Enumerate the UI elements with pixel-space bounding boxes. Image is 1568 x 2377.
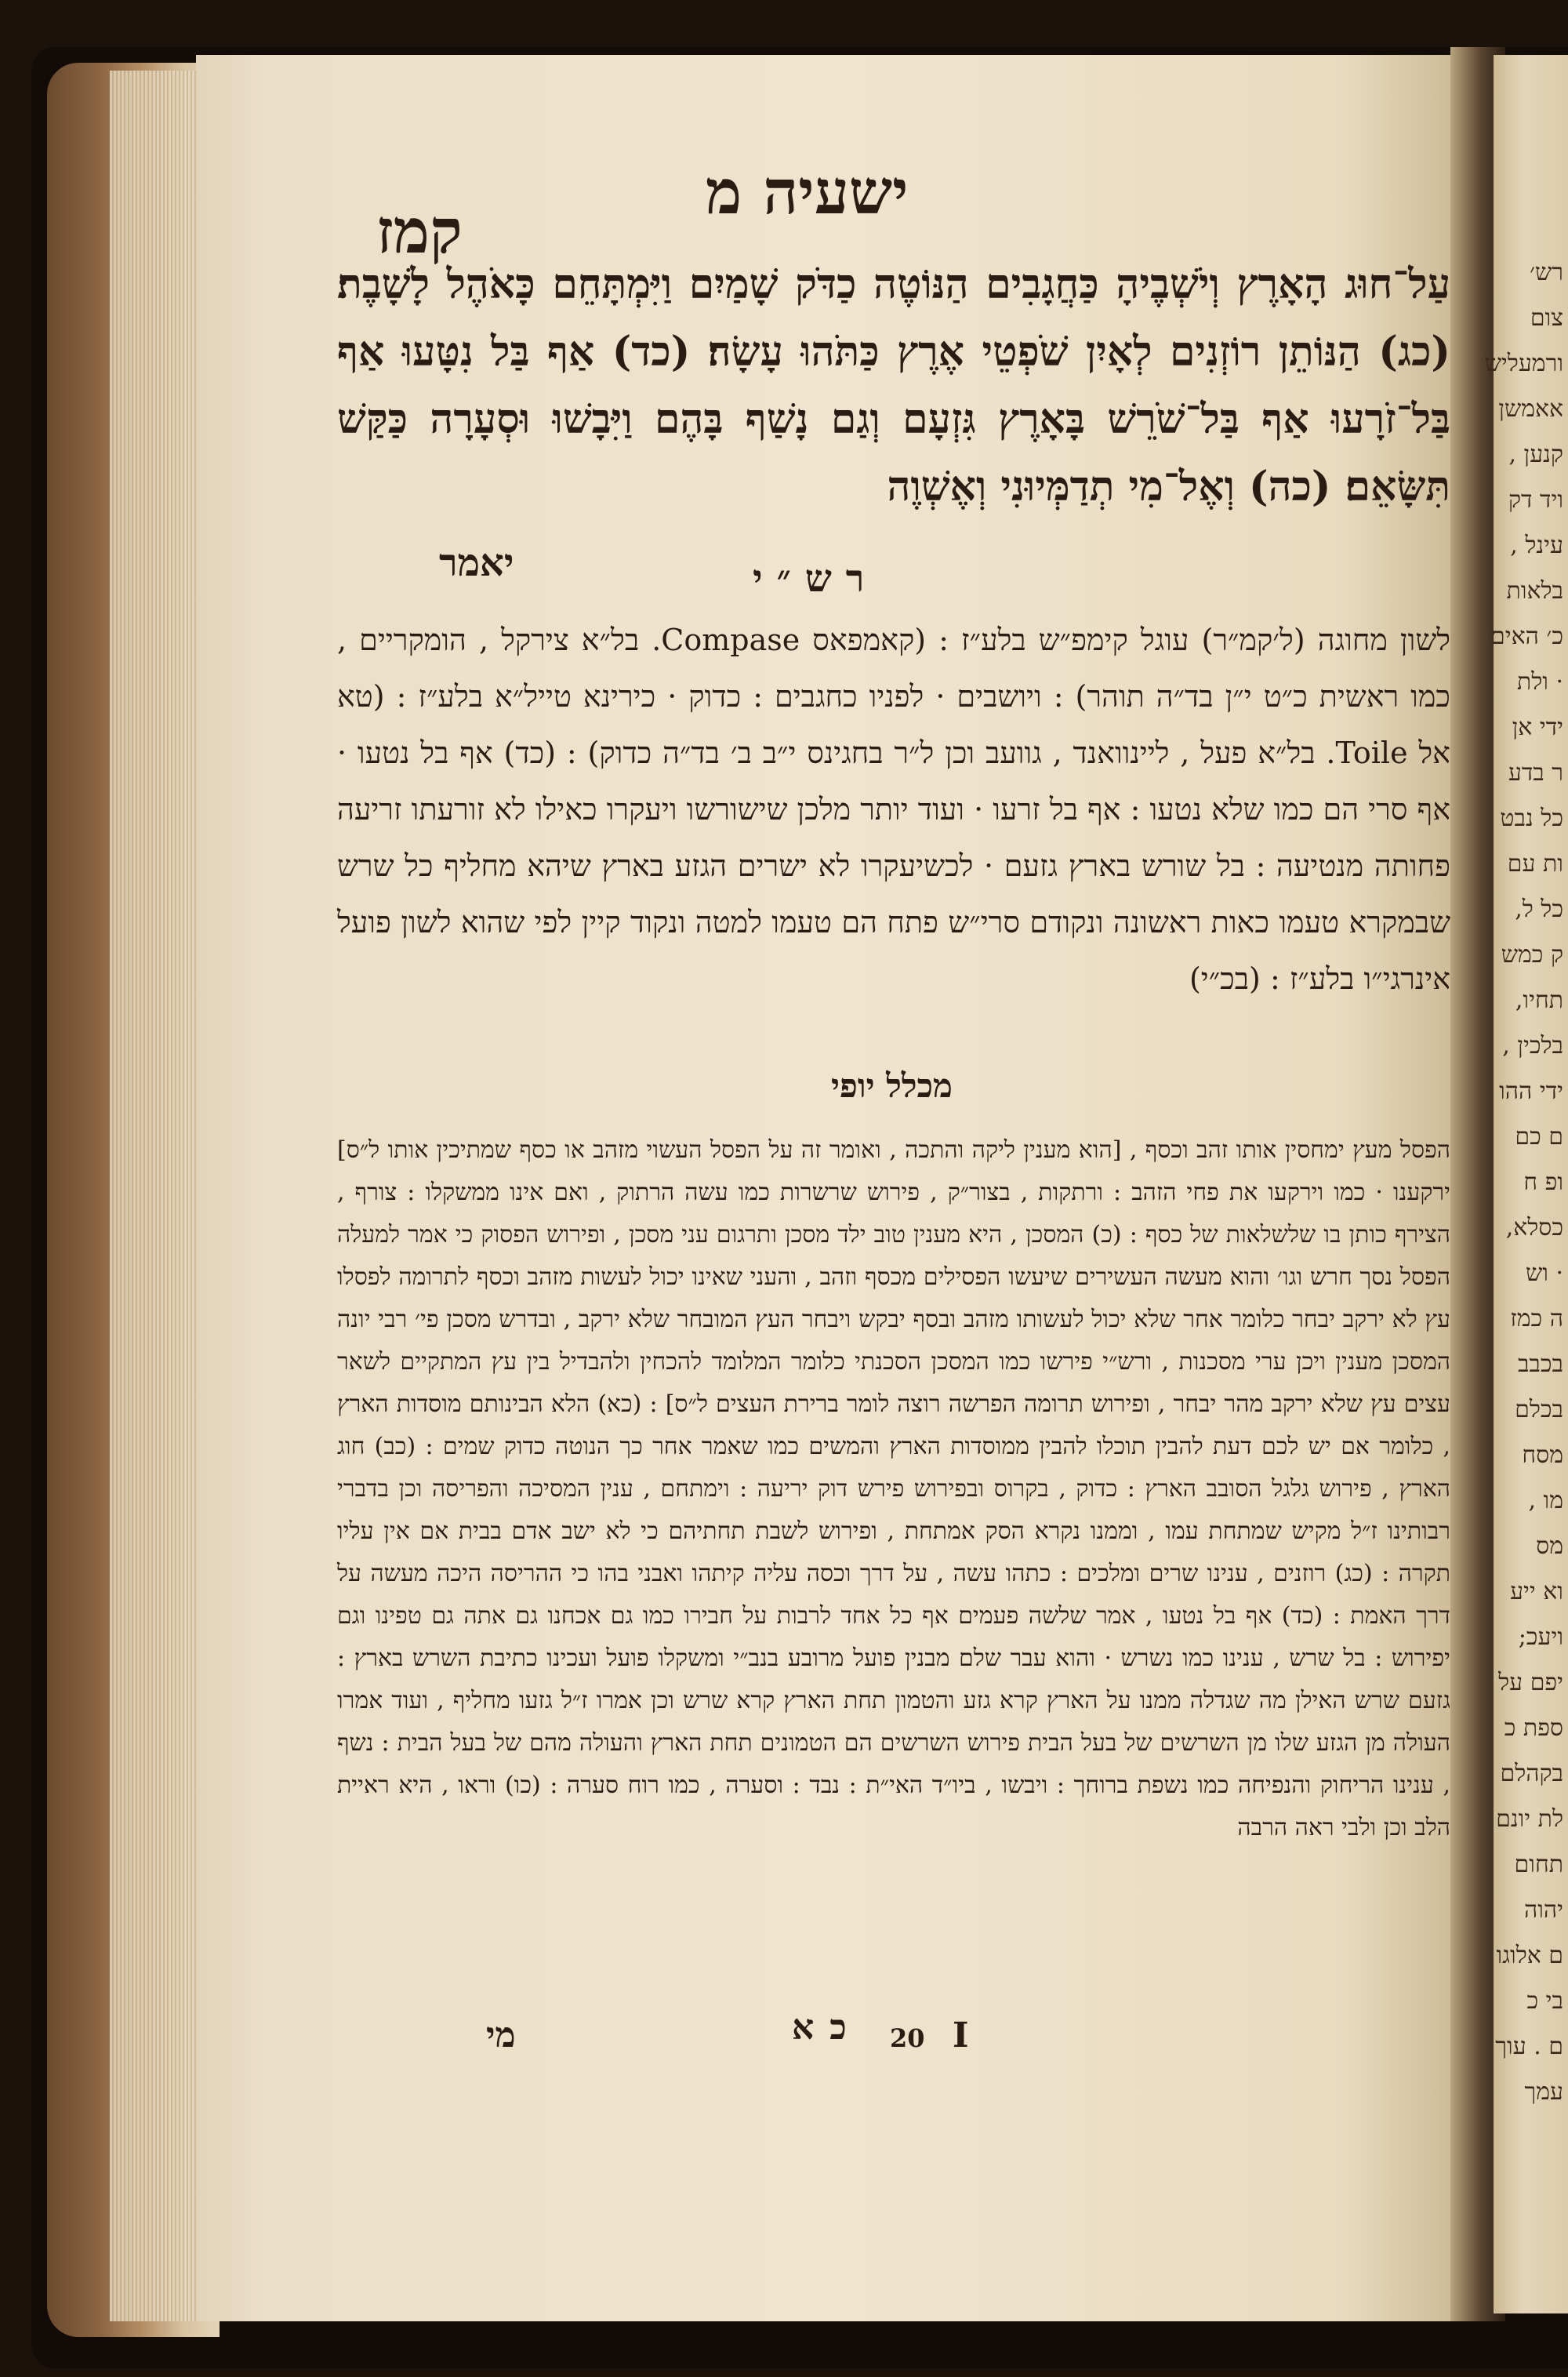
- right-page-fragment: · וש: [1526, 1259, 1563, 1287]
- right-page-fragment: תחום: [1514, 1851, 1563, 1878]
- rashi-title: רש״י: [753, 557, 879, 601]
- right-page-fragment: מו ,: [1528, 1487, 1563, 1514]
- right-page-fragment: בלאות: [1506, 577, 1563, 605]
- yofi-commentary: הפסל מעץ ימחסין אותו זהב וכסף , [הוא מענין ליקה והתכה , ואומר זה על הפסל העשוי מזהב או כסף שמתיכין אותו ל״ס] ירקענו · כמו וירקעו את פחי הזהב : ורתקות , בצור״ק , פירוש שרשרות כמו עשה הרתוק , ואם אינו ממשקלו : צורף , הצירף כותן בו שלשלאות של כסף : (כ) המסכן , היא מענין טוב ילד מסכן ותרגום עני מסכן , ופירוש הפסוק כי אמר למעלה הפסל נסך חרש וגו׳ והוא מעשה העשירים שיעשו הפסילים מכסף וזהב , והעני שאינו יכול לעשות מזהב וכסף לתרומה לפסלו עץ לא ירקב יבחר כלומר אחר שלא יכול לעשותו מזהב ובסף יבקש ויבחר העץ המובחר שלא ירקב , ובדרש מסכן פי׳ רבי יונה המסכן מענין ויכן ערי מסכנות , ורש״י פירשו כמו המסכן הסכנתי כלומר המלומד להכחין ולהבדיל בין עץ המתקיים לשאר עצים עץ שלא ירקב מהר יבחר , ופירוש תרומה הפרשה רוצה לומר ברירת העצים ל״ס] : (כא) הלא הבינותם מוסדות הארץ , כלומר אם יש לכם דעת להבין תוכלו להבין ממוסדות הארץ והמשים כמו שאמר אחר כך הנוטה כדוק שמים : (כב) חוג הארץ , פירוש גלגל הסובב הארץ : כדוק , בקרוס ובפירוש פירש דוק יריעה : וימתחם , ענין המסיכה והפריסה וכן בדברי רבותינו ז״ל מקיש שמתחת עמו , וממנו נקרא הסק אמתחת , ופירוש לשבת תחתיהם כי לא ישב אדם בבית אם אין עליו תקרה : (כג) רוזנים , ענינו שרים ומלכים : כתהו עשה , על דרך וכסה עליה קיתהו ואבני בהו כי ההריסה היכה מעשה על דרך האמת : (כד) אף בל נטעו , אמר שלשה פעמים אף כל אחד לרבות על חבירו כמו גם אכחנו גם אתה גם טפינו וגם יפירוש : בל שרש , ענינו כמו נשרש · והוא עבר שלם מבנין פועל מרובע בנב״י ומשקלו פועל ועכינו כתיבת השרש בארץ : גזעם שרש האילן מה שגדלה ממנו על הארץ קרא גזע והטמון תחת הארץ קרא שרש וכן אמרו ז״ל גזעו מחליף , ועוד אמרו העולה מן הגזע שלו מן השרשים של בעל הבית פירוש השרשים הם הטמונים תחת הארץ והעולה מהם של בעל הבית : נשף , ענינו הריחוק והנפיחה כמו נשפת ברוחך : ויבשו , ביו״ד האי״ת : נבד : וסערה , כמו רוח סערה : (כו) וראו , היא ראיית הלב וכן ולבי ראה הרבה: [337, 1136, 1451, 1841]
- printer-mark: I: [953, 2015, 969, 2055]
- right-page-fragment: ספת כ: [1504, 1714, 1563, 1742]
- right-page-fragment: בכבב: [1517, 1350, 1563, 1378]
- right-page-fragment: כסלא,: [1505, 1214, 1563, 1241]
- footer-catchword: מי: [486, 2015, 516, 2055]
- right-page-fragment: אאמשן: [1498, 395, 1563, 423]
- right-page-fragment: ידי ההו: [1499, 1078, 1563, 1105]
- rashi-heading-row: [0, 541, 1568, 612]
- right-page-fragment: ק כמש: [1501, 941, 1563, 969]
- right-page-fragment: ה כמז: [1510, 1305, 1563, 1332]
- right-page-fragment: ויעכ;: [1518, 1623, 1563, 1651]
- right-page-fragment: מס: [1536, 1532, 1563, 1560]
- signature-mark: כא: [792, 2008, 862, 2048]
- right-page-fragment: קנען ,: [1508, 441, 1563, 468]
- right-page-fragment: כ׳ האים: [1490, 623, 1563, 650]
- right-page-fragment: בלכין ,: [1502, 1032, 1563, 1059]
- right-page-fragment: כל ל,: [1515, 896, 1563, 923]
- right-page-fragment: יפם על: [1498, 1669, 1563, 1696]
- right-page-fragment: ר בדע: [1508, 759, 1563, 787]
- yofi-title: מכלל יופי: [831, 1067, 953, 1105]
- right-page-fragment: ורמעליש: [1484, 350, 1563, 377]
- right-page-fragment: ידי אן: [1512, 714, 1563, 741]
- folio-number: קמז: [376, 196, 463, 267]
- right-page-fragment: תחיו,: [1515, 987, 1563, 1014]
- page-title: ישעיה מ: [706, 157, 909, 228]
- right-page-fragment: ות עם: [1507, 850, 1563, 878]
- page-footer: [0, 2008, 1568, 2070]
- right-page-fragment: בכלם: [1515, 1396, 1563, 1423]
- right-page-fragment: ם כם: [1515, 1123, 1563, 1150]
- verse-catchword: יאמר: [439, 541, 514, 585]
- right-page-fragment: מסח: [1522, 1441, 1563, 1469]
- right-page-edge: [1484, 55, 1568, 2313]
- right-page-fragment: ם . עוך: [1495, 2033, 1563, 2060]
- right-page-fragment: וא ייע: [1510, 1578, 1563, 1605]
- right-page-fragment: בי כ: [1526, 1987, 1563, 2015]
- right-page-fragment: יהוה: [1523, 1896, 1563, 1924]
- right-page-fragment: רש׳: [1530, 259, 1563, 286]
- right-page-fragment: · ולת: [1516, 668, 1563, 696]
- scripture-text: עַל־חוּג הָאָרֶץ וְיֹשְׁבֶיהָ כַּחֲגָבִים הַנּוֹטֶה כַדֹּק שָׁמַיִם וַיִּמְתָּחֵם כָּאֹהֶל לָשָׁבֶת׃ (כג) הַנּוֹתֵן רוֹזְנִים לְאָיִן שֹׁפְטֵי אֶרֶץ כַּתֹּהוּ עָשָׂה׃ (כד) אַף בַּל נִטָּעוּ אַף בַּל־זֹרָעוּ אַף בַּל־שֹׁרֵשׁ בָּאָרֶץ גִּזְעָם וְגַם נָשַׁף בָּהֶם וַיִּבָשׁוּ וּסְעָרָה כַּקַּשׁ תִּשָּׂאֵם׃ (כה) וְאֶל־מִי תְדַמְּיוּנִי וְאֶשְׁוֶה: [337, 260, 1450, 511]
- right-page-fragment: צום: [1530, 304, 1563, 332]
- yofi-heading-row: [0, 1067, 1568, 1121]
- right-page-fragment: לת יונם: [1496, 1805, 1563, 1833]
- right-page-fragment: עינל ,: [1510, 532, 1563, 559]
- running-header: [0, 157, 1568, 267]
- right-page-fragment: ופ ח: [1523, 1169, 1563, 1196]
- gathering-number: 20: [890, 2023, 925, 2053]
- right-page-fragment: בקהלם: [1500, 1760, 1563, 1787]
- right-page-fragment: כל נבט: [1500, 805, 1563, 832]
- right-page-fragment: ם אלוגו: [1496, 1942, 1563, 1969]
- right-page-fragment: עמך: [1524, 2078, 1563, 2106]
- right-page-fragment: ויד דק: [1508, 486, 1563, 514]
- rashi-commentary: לשון מחוגה (ל׳קמ״ר) עוגל קימפ״ש בלע״ז : (קאמפאס Compase. בל״א צירקל , הומקריים , כמו ראשית כ״ט י״ן בד״ה תוהר) : ויושבים · לפניו כחגבים : כדוק · כירינא טייל״א בלע״ז : (טא אל Toile. בל״א פעל , ליינוואנד , גוועב וכן ל״ר בחגינס י״ב ב׳ בד״ה כדוק) : (כד) אף בל נטעו · אף סרי הם כמו שלא נטעו : אף בל זרעו · ועוד יותר מלכן שישורשו ויעקרו כאילו לא זורעתו זריעה פחותה מנטיעה : בל שורש בארץ גזעם · לכשיעקרו לא ישרים הגזע בארץ שיהא מחליף כל שרש שבמקרא טעמו כאות ראשונה ונקודם סרי״ש פתח הם טעמו למטה ונקוד קיין לפי שהוא לשון פועל אינרגי״ו בלע״ז : (בכ״י): [336, 623, 1451, 996]
